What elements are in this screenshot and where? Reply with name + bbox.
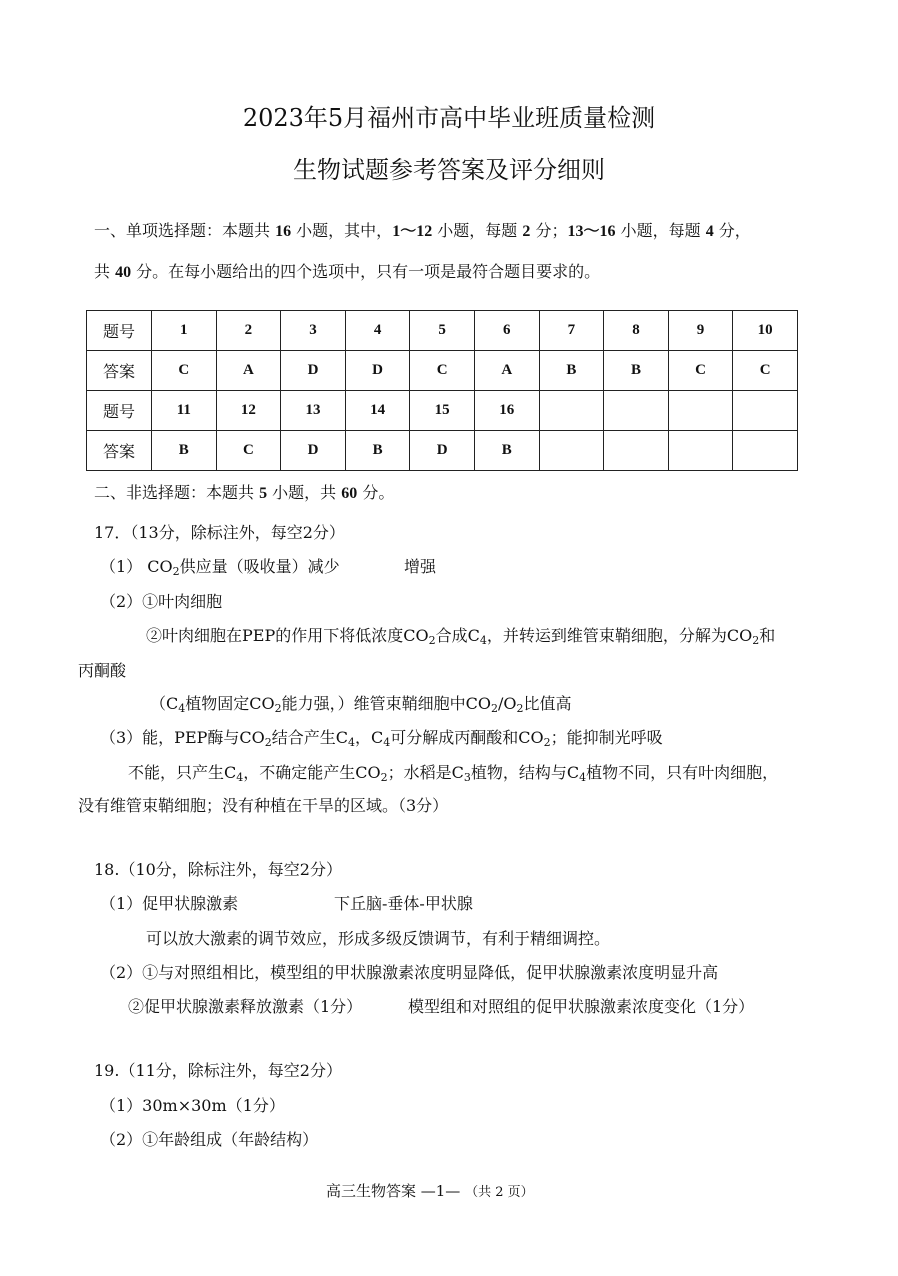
table-row bbox=[87, 431, 798, 471]
section1-line2 bbox=[94, 262, 600, 283]
text: 分； bbox=[530, 221, 568, 240]
table-cell: C bbox=[152, 351, 217, 391]
table-cell bbox=[733, 391, 798, 431]
table-cell: A bbox=[474, 351, 539, 391]
answer-table bbox=[86, 310, 798, 471]
section2-heading bbox=[94, 483, 394, 504]
table-cell: D bbox=[410, 431, 475, 471]
number: 40 bbox=[115, 264, 132, 281]
table-cell: 11 bbox=[152, 391, 217, 431]
q17-part1 bbox=[100, 557, 340, 577]
text: ，不确定能产生CO bbox=[243, 763, 381, 782]
text: 供应量（吸收量）减少 bbox=[179, 557, 340, 576]
table-cell: A bbox=[216, 351, 281, 391]
table-cell bbox=[668, 431, 733, 471]
table-cell: D bbox=[281, 431, 346, 471]
q19-heading: 19.（11分，除标注外，每空2分） bbox=[94, 1061, 342, 1080]
text: CO bbox=[147, 557, 173, 576]
table-row bbox=[87, 391, 798, 431]
subscript: 2 bbox=[380, 771, 388, 784]
subscript: 2 bbox=[264, 736, 272, 749]
q17-part2-line2 bbox=[146, 626, 775, 646]
number: 2 bbox=[522, 223, 531, 240]
text: 小题，每题 bbox=[432, 221, 523, 240]
text: 小题，共 bbox=[267, 483, 342, 502]
text: （3）能，PEP酶与CO bbox=[100, 728, 265, 747]
table-row bbox=[87, 351, 798, 391]
row-label-question: 题号 bbox=[87, 391, 152, 431]
text: ，并转运到维管束鞘细胞，分解为CO bbox=[486, 626, 753, 645]
text: 植物，结构与C bbox=[470, 763, 580, 782]
subscript: 4 bbox=[479, 634, 487, 647]
q18-part2-line2-answer2: 模型组和对照组的促甲状腺激素浓度变化（1分） bbox=[408, 997, 755, 1016]
table-cell: B bbox=[345, 431, 410, 471]
table-cell: 2 bbox=[216, 311, 281, 351]
text: ，C bbox=[355, 728, 384, 747]
subscript: 2 bbox=[752, 634, 760, 647]
text: 小题，其中， bbox=[291, 221, 393, 240]
page-footer bbox=[326, 1181, 534, 1203]
q18-part1-line2: 可以放大激素的调节效应，形成多级反馈调节，有利于精细调控。 bbox=[146, 929, 611, 948]
text: 和 bbox=[759, 626, 776, 645]
text: 二、非选择题：本题共 bbox=[94, 483, 260, 502]
text: （C bbox=[150, 694, 179, 713]
q17-part2-line4 bbox=[150, 694, 572, 714]
subscript: 4 bbox=[178, 702, 186, 715]
table-cell: 14 bbox=[345, 391, 410, 431]
table-cell: 13 bbox=[281, 391, 346, 431]
table-cell: C bbox=[410, 351, 475, 391]
text: 小题，每题 bbox=[615, 221, 706, 240]
table-cell: D bbox=[281, 351, 346, 391]
number: 13～16 bbox=[567, 223, 616, 240]
table-cell: B bbox=[474, 431, 539, 471]
subscript: 2 bbox=[543, 736, 551, 749]
row-label-question: 题号 bbox=[87, 311, 152, 351]
table-cell: 10 bbox=[733, 311, 798, 351]
text: 植物不同，只有叶肉细胞， bbox=[586, 763, 779, 782]
table-row bbox=[87, 311, 798, 351]
page-subtitle: 生物试题参考答案及评分细则 bbox=[293, 156, 605, 184]
text: 可分解成丙酮酸和CO bbox=[390, 728, 544, 747]
subscript: 3 bbox=[463, 771, 471, 784]
number: 5 bbox=[259, 485, 268, 502]
table-cell bbox=[733, 431, 798, 471]
table-cell bbox=[539, 391, 604, 431]
text: 分。在每小题给出的四个选项中，只有一项是最符合题目要求的。 bbox=[131, 262, 601, 281]
table-cell: 15 bbox=[410, 391, 475, 431]
text: ；水稻是C bbox=[387, 763, 464, 782]
text: 合成C bbox=[435, 626, 480, 645]
q17-part3-line3: 没有维管束鞘细胞；没有种植在干旱的区域。（3分） bbox=[78, 796, 449, 815]
table-cell: 3 bbox=[281, 311, 346, 351]
q17-heading: 17．（13分，除标注外，每空2分） bbox=[94, 523, 345, 542]
table-cell: C bbox=[216, 431, 281, 471]
table-cell: 1 bbox=[152, 311, 217, 351]
text: 比值高 bbox=[523, 694, 572, 713]
q19-part2: （2）①年龄组成（年龄结构） bbox=[100, 1130, 319, 1149]
footer-title: 高三生物答案 —1— bbox=[326, 1182, 466, 1200]
text: 不能，只产生C bbox=[128, 763, 237, 782]
text: （1） bbox=[100, 557, 143, 576]
table-cell: 12 bbox=[216, 391, 281, 431]
table-cell bbox=[604, 391, 669, 431]
q18-part2-line2: ②促甲状腺激素释放激素（1分） bbox=[128, 997, 363, 1016]
table-cell: D bbox=[345, 351, 410, 391]
text: 能力强，）维管束鞘细胞中CO bbox=[281, 694, 491, 713]
text: /O bbox=[498, 694, 517, 713]
table-cell bbox=[668, 391, 733, 431]
subscript: 4 bbox=[236, 771, 244, 784]
table-cell: 7 bbox=[539, 311, 604, 351]
row-label-answer: 答案 bbox=[87, 431, 152, 471]
table-cell bbox=[539, 431, 604, 471]
table-cell: 5 bbox=[410, 311, 475, 351]
table-cell: C bbox=[668, 351, 733, 391]
subscript: 2 bbox=[428, 634, 436, 647]
q19-part1: （1）30m×30m（1分） bbox=[100, 1096, 285, 1115]
text: 分， bbox=[713, 221, 751, 240]
subscript: 2 bbox=[274, 702, 282, 715]
text: 共 bbox=[94, 262, 116, 281]
subscript: 2 bbox=[516, 702, 524, 715]
table-cell: C bbox=[733, 351, 798, 391]
subscript: 2 bbox=[491, 702, 498, 715]
q17-part3 bbox=[100, 728, 663, 748]
q17-part1-answer2: 增强 bbox=[404, 557, 437, 576]
table-cell: B bbox=[152, 431, 217, 471]
number: 4 bbox=[705, 223, 714, 240]
text: ②叶肉细胞在PEP的作用下将低浓度CO bbox=[146, 626, 429, 645]
subscript: 4 bbox=[579, 771, 587, 784]
table-cell bbox=[604, 431, 669, 471]
page-title: 2023年5月福州市高中毕业班质量检测 bbox=[242, 104, 656, 132]
table-cell: B bbox=[604, 351, 669, 391]
subscript: 4 bbox=[383, 736, 391, 749]
number: 1～12 bbox=[392, 223, 433, 240]
footer-page-count: （共 2 页） bbox=[465, 1185, 534, 1200]
text: 植物固定CO bbox=[185, 694, 275, 713]
table-cell: B bbox=[539, 351, 604, 391]
table-cell: 8 bbox=[604, 311, 669, 351]
q18-part1-answer2: 下丘脑-垂体-甲状腺 bbox=[334, 894, 473, 913]
subscript: 4 bbox=[348, 736, 356, 749]
table-cell: 6 bbox=[474, 311, 539, 351]
q18-part2: （2）①与对照组相比，模型组的甲状腺激素浓度明显降低，促甲状腺激素浓度明显升高 bbox=[100, 963, 719, 982]
q17-part3-line2 bbox=[128, 763, 778, 783]
table-cell: 4 bbox=[345, 311, 410, 351]
q17-part2: （2）①叶肉细胞 bbox=[100, 592, 223, 611]
number: 60 bbox=[341, 485, 358, 502]
number: 16 bbox=[275, 223, 292, 240]
text: 分。 bbox=[357, 483, 395, 502]
text: 结合产生C bbox=[271, 728, 349, 747]
q18-heading: 18.（10分，除标注外，每空2分） bbox=[94, 860, 342, 879]
row-label-answer: 答案 bbox=[87, 351, 152, 391]
table-cell: 16 bbox=[474, 391, 539, 431]
q18-part1: （1）促甲状腺激素 bbox=[100, 894, 239, 913]
subscript: 2 bbox=[172, 565, 180, 578]
section1-line1 bbox=[94, 221, 751, 242]
table-cell: 9 bbox=[668, 311, 733, 351]
q17-part2-line3: 丙酮酸 bbox=[78, 661, 127, 680]
text: ；能抑制光呼吸 bbox=[550, 728, 663, 747]
text: 一、单项选择题：本题共 bbox=[94, 221, 276, 240]
